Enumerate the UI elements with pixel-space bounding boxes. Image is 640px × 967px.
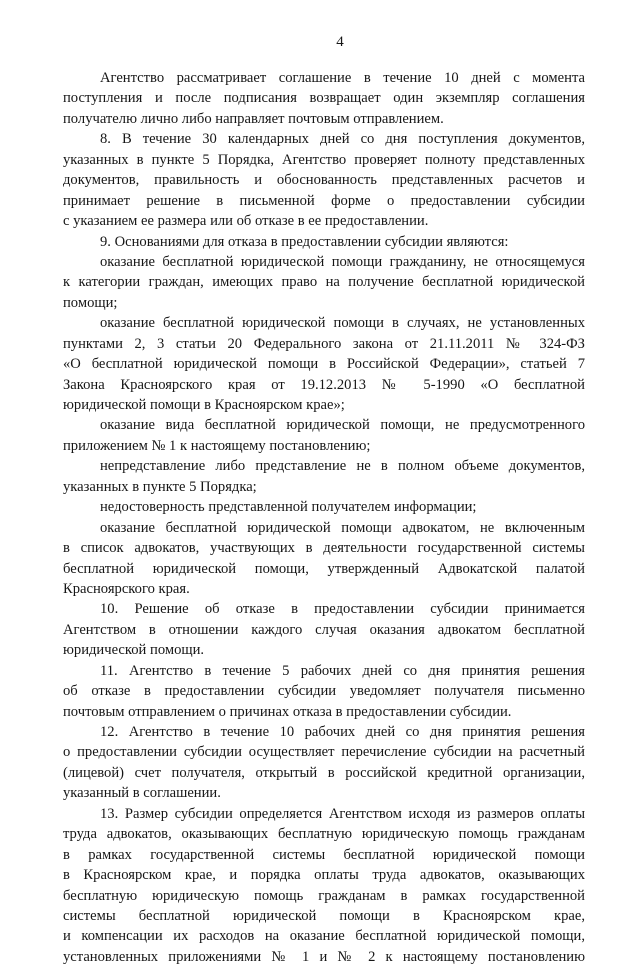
text-line: получателю лично либо направляет почтовым отправлением. [63, 110, 444, 127]
text-line: Красноярского края. [63, 580, 190, 597]
text-line: оказание бесплатной юридической помощи адвокатом, не включенным [100, 519, 585, 536]
text-line: почтовым отправлением о причинах отказа в предоставлении субсидии. [63, 703, 512, 720]
text-line: установленных приложениями № 1 и № 2 к настоящему постановлению [63, 948, 585, 965]
text-line: 11. Агентство в течение 5 рабочих дней со дня принятия решения [100, 662, 585, 679]
text-line: в Красноярском крае, и порядка оплаты труда адвокатов, оказывающих [63, 867, 585, 884]
text-line: недостоверность представленной получателем информации; [100, 499, 477, 516]
text-line: юридической помощи. [63, 642, 205, 659]
text-line: Агентство рассматривает соглашение в течение 10 дней с момента [100, 70, 585, 86]
text-line: системы бесплатной юридической помощи в Красноярском крае, [63, 907, 585, 924]
text-line: и компенсации их расходов на оказание бесплатной юридической помощи, [63, 928, 585, 945]
text-line: помощи; [63, 294, 118, 311]
text-line: указанных в пункте 5 Порядка; [63, 478, 257, 495]
text-line: принимает решение в письменной форме о предоставлении субсидии [63, 192, 585, 209]
text-line: труда адвокатов, оказывающих бесплатную юридическую помощь гражданам [63, 826, 585, 843]
text-line: в рамках государственной системы бесплатной юридической помощи [63, 846, 585, 863]
text-line: в список адвокатов, участвующих в деятельности государственной системы [63, 540, 585, 557]
text-line: бесплатной юридической помощи, утвержденный Адвокатской палатой [63, 560, 585, 577]
text-line: указанных в пункте 5 Порядка, Агентство проверяет полноту представленных [63, 151, 585, 168]
text-line: 8. В течение 30 календарных дней со дня поступления документов, [100, 131, 585, 148]
text-line: об отказе в предоставлении субсидии уведомляет получателя письменно [63, 683, 585, 700]
text-line: Агентством в отношении каждого случая оказания адвокатом бесплатной [63, 621, 585, 638]
text-line: бесплатную юридическую помощь гражданам в рамках государственной [63, 887, 585, 904]
text-line: 12. Агентство в течение 10 рабочих дней со дня принятия решения [100, 724, 585, 740]
text-line: оказание бесплатной юридической помощи гражданину, не относящемуся [100, 253, 585, 270]
text-line: 10. Решение об отказе в предоставлении субсидии принимается [100, 601, 585, 618]
text-line: оказание вида бесплатной юридической помощи, не предусмотренного [100, 417, 585, 434]
text-line: (лицевой) счет получателя, открытый в российской кредитной организации, [63, 764, 585, 781]
document-body [63, 68, 585, 967]
text-line: поступления и после подписания возвращает один экземпляр соглашения [63, 90, 585, 107]
text-line: 9. Основаниями для отказа в предоставлении субсидии являются: [100, 233, 509, 250]
text-line: указанный в соглашении. [63, 785, 221, 802]
text-line: документов, правильность и обоснованность представленных расчетов и [63, 172, 585, 189]
text-line: к категории граждан, имеющих право на получение бесплатной юридической [63, 274, 585, 291]
text-line: юридической помощи в Красноярском крае»; [63, 397, 345, 413]
text-line: Закона Красноярского края от 19.12.2013 № 5-1990 «О бесплатной [63, 376, 585, 393]
text-line: 13. Размер субсидии определяется Агентством исходя из размеров оплаты [100, 805, 585, 822]
text-line: приложением № 1 к настоящему постановлению; [63, 437, 371, 454]
text-line: непредставление либо представление не в полном объеме документов, [100, 458, 585, 475]
text-line: «О бесплатной юридической помощи в Российской Федерации», статьей 7 [63, 356, 585, 373]
text-line: о предоставлении субсидии осуществляет перечисление субсидии на расчетный [63, 744, 585, 761]
text-line: оказание бесплатной юридической помощи в случаях, не установленных [100, 315, 585, 332]
text-line: с указанием ее размера или об отказе в ее предоставлении. [63, 213, 429, 230]
text-line: пунктами 2, 3 статьи 20 Федерального закона от 21.11.2011 № 324-ФЗ [63, 335, 585, 352]
page-number: 4 [336, 34, 344, 50]
